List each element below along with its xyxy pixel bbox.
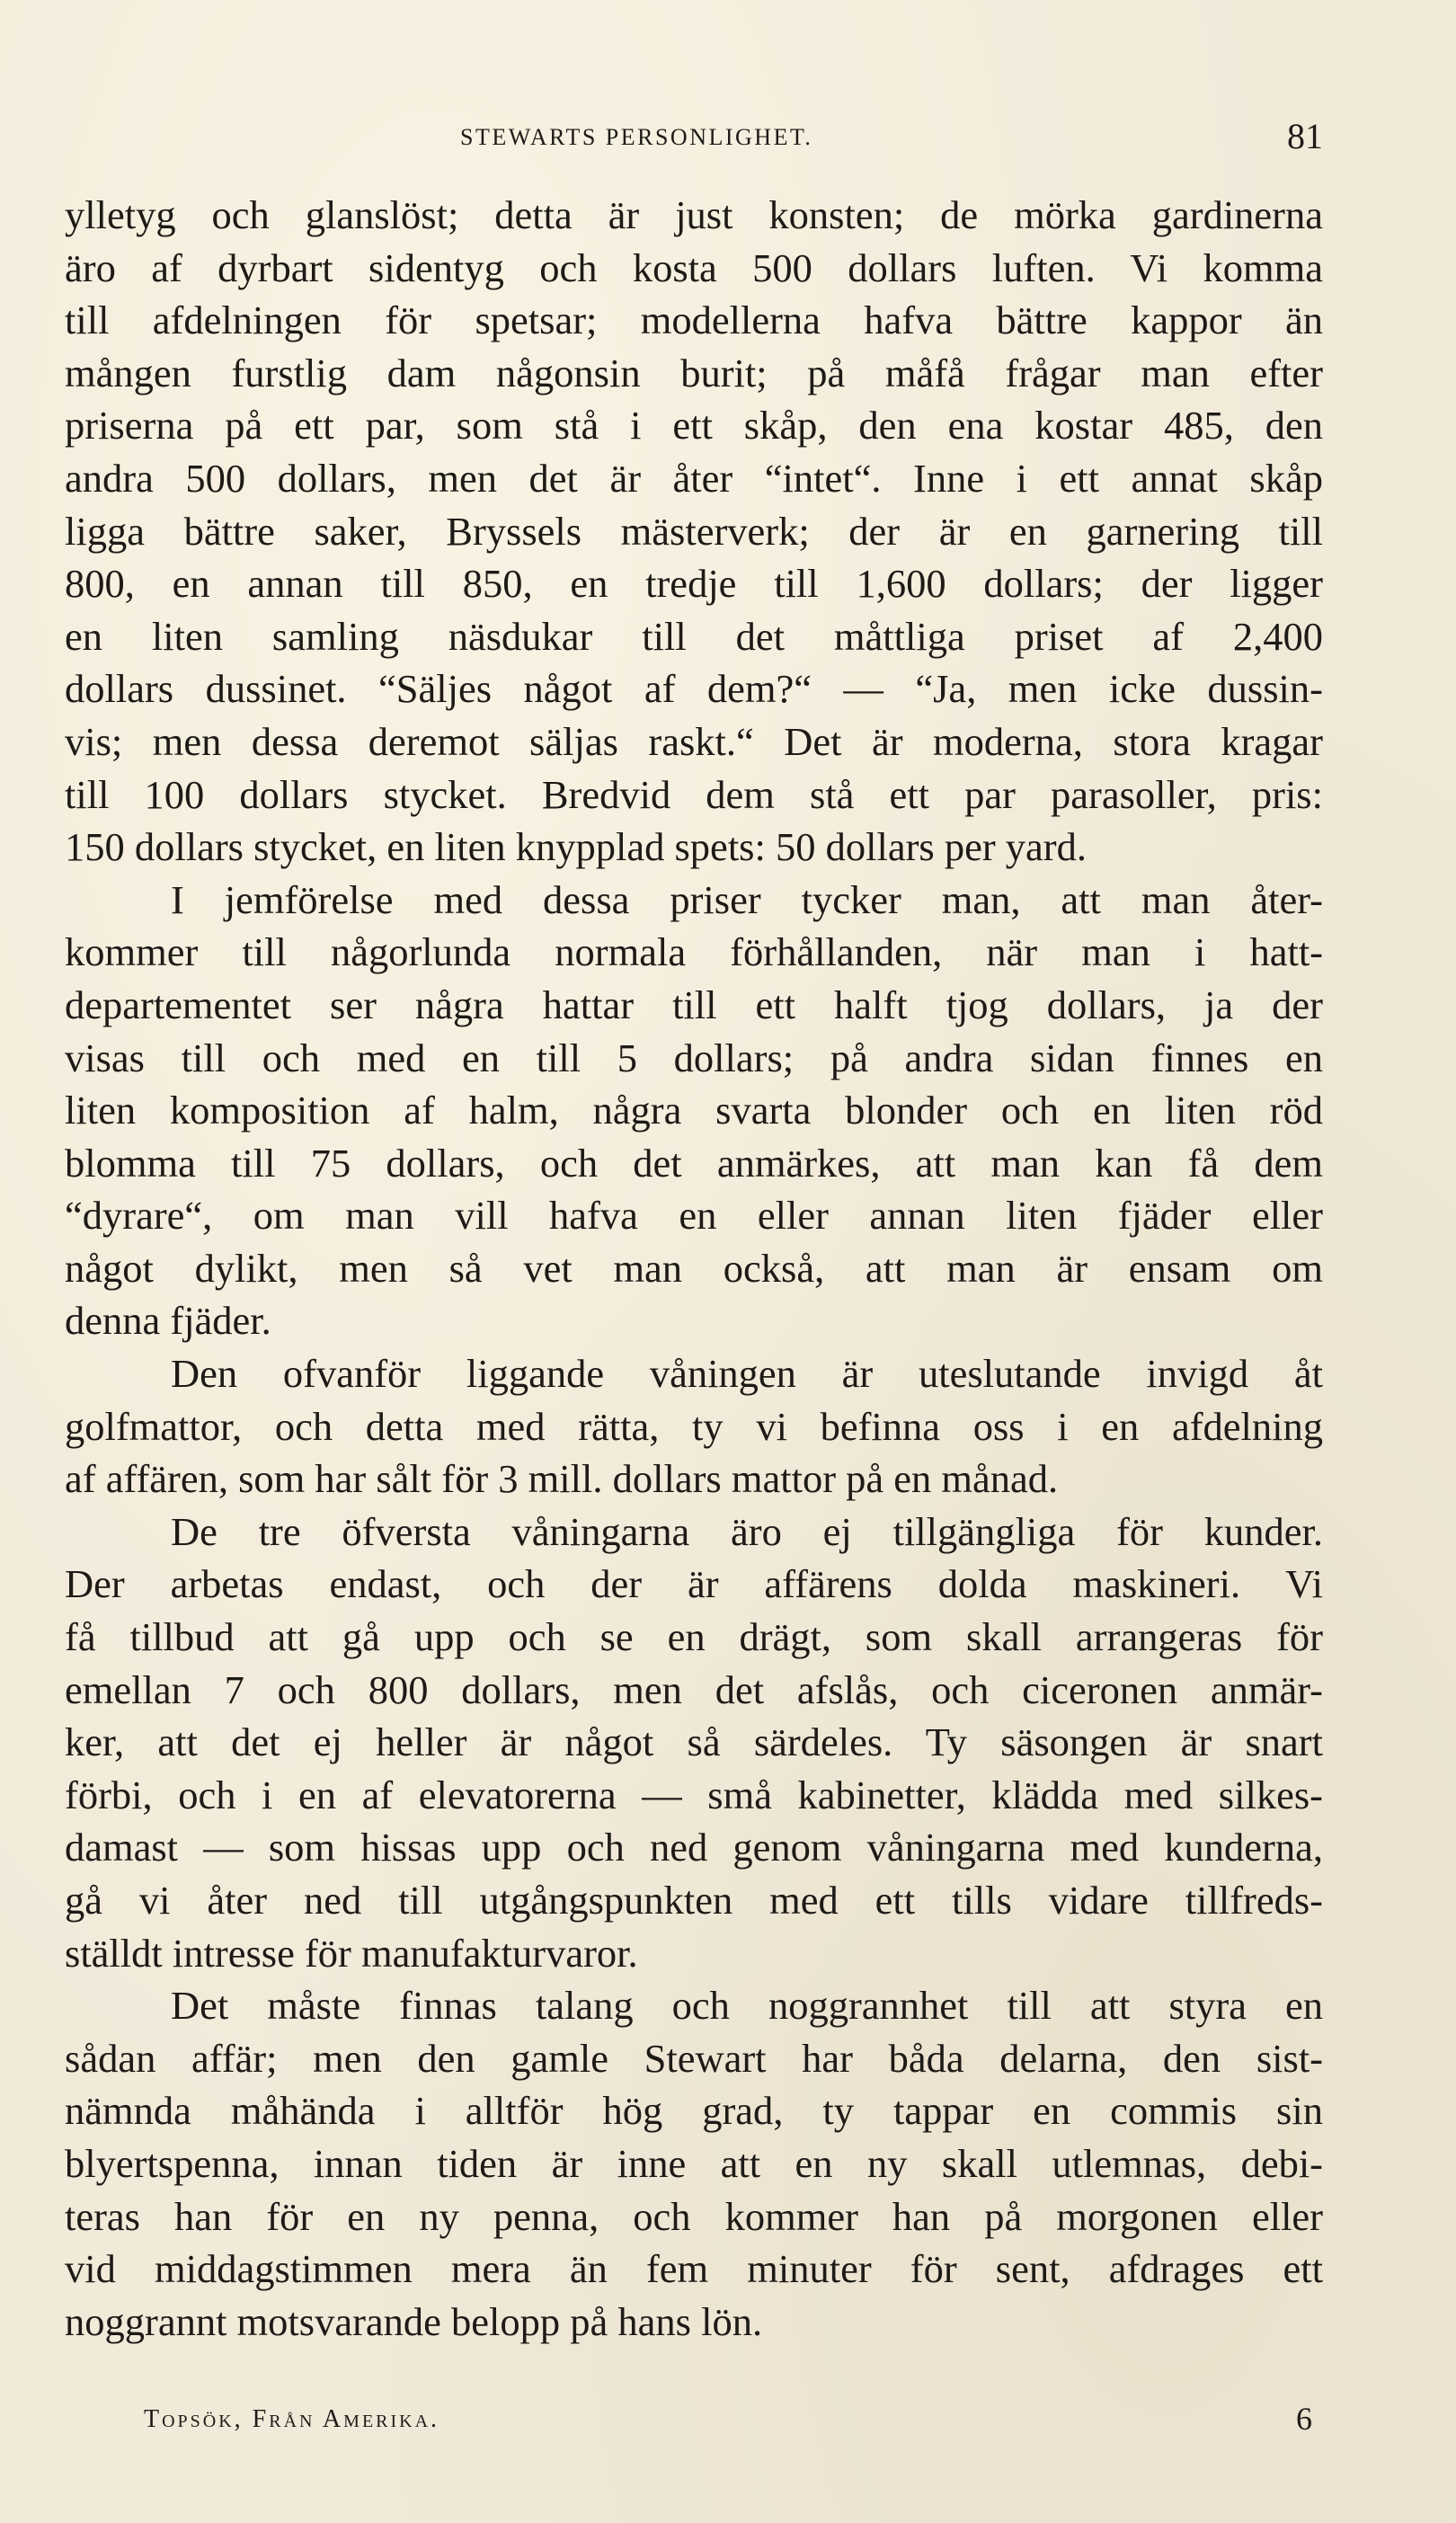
- body-text: [65, 189, 1323, 2348]
- text-line: Den ofvanför liggande våningen är uteslutande invigd åt: [171, 1351, 1323, 1397]
- text-line: emellan 7 och 800 dollars, men det afslås, och ciceronen anmär-: [65, 1666, 1323, 1712]
- sheet-mark: 6: [1296, 2401, 1312, 2437]
- text-line: en liten samling näsdukar till det måttliga priset af 2,400: [65, 613, 1323, 659]
- text-line: departementet ser några hattar till ett halft tjog dollars, ja der: [65, 982, 1323, 1027]
- text-line: visas till och med en till 5 dollars; på andra sidan finnes en: [65, 1035, 1323, 1080]
- text-line: priserna på ett par, som stå i ett skåp, den ena kostar 485, den: [65, 403, 1323, 449]
- running-title: STEWARTS PERSONLIGHET.: [460, 124, 813, 150]
- text-line: mången furstlig dam någonsin burit; på måfå frågar man efter: [65, 350, 1323, 395]
- text-line: ställdt intresse för manufakturvaror.: [65, 1930, 638, 1976]
- text-line: “dyrare“, om man vill hafva en eller annan liten fjäder eller: [65, 1193, 1323, 1239]
- page-number: 81: [1287, 116, 1323, 156]
- text-line: till 100 dollars stycket. Bredvid dem stå ett par parasoller, pris:: [65, 771, 1323, 817]
- text-line: ylletyg och glanslöst; detta är just konsten; de mörka gardinerna: [65, 192, 1323, 237]
- text-line: vis; men dessa deremot säljas raskt.“ Det är moderna, stora kragar: [65, 718, 1323, 764]
- page-footer: [144, 2400, 1312, 2445]
- text-line: andra 500 dollars, men det är åter “intet“. Inne i ett annat skåp: [65, 455, 1323, 501]
- text-line: förbi, och i en af elevatorerna — små kabinetter, klädda med silkes-: [65, 1772, 1323, 1817]
- text-line: De tre öfversta våningarna äro ej tillgängliga för kunder.: [171, 1508, 1323, 1554]
- text-line: blyertspenna, innan tiden är inne att en ny skall utlemnas, debi-: [65, 2140, 1323, 2186]
- signature-line: Topsök, Från Amerika.: [144, 2405, 440, 2433]
- text-line: 800, en annan till 850, en tredje till 1,600 dollars; der ligger: [65, 561, 1323, 607]
- text-line: Det måste finnas talang och noggrannhet till att styra en: [171, 1983, 1323, 2029]
- text-line: något dylikt, men så vet man också, att man är ensam om: [65, 1245, 1323, 1291]
- text-line: 150 dollars stycket, en liten knypplad spets: 50 dollars per yard.: [65, 824, 1087, 870]
- text-line: af affären, som har sålt för 3 mill. dollars mattor på en månad.: [65, 1456, 1059, 1502]
- text-line: vid middagstimmen mera än fem minuter för sent, afdrages ett: [65, 2246, 1323, 2292]
- text-line: damast — som hissas upp och ned genom våningarna med kunderna,: [65, 1825, 1323, 1870]
- text-line: liten komposition af halm, några svarta blonder och en liten röd: [65, 1088, 1323, 1133]
- text-line: till afdelningen för spetsar; modellerna hafva bättre kappor än: [65, 298, 1323, 343]
- text-line: denna fjäder.: [65, 1298, 271, 1344]
- text-line: noggrannt motsvarande belopp på hans lön.: [65, 2298, 763, 2344]
- text-line: gå vi åter ned till utgångspunkten med ett tills vidare tillfreds-: [65, 1878, 1323, 1923]
- text-line: äro af dyrbart sidentyg och kosta 500 dollars luften. Vi komma: [65, 244, 1323, 290]
- text-line: ker, att det ej heller är något så särdeles. Ty säsongen är snart: [65, 1719, 1323, 1765]
- text-line: dollars dussinet. “Säljes något af dem?“ — “Ja, men icke dussin-: [65, 666, 1323, 712]
- text-line: golfmattor, och detta med rätta, ty vi befinna oss i en afdelning: [65, 1403, 1323, 1449]
- text-line: få tillbud att gå upp och se en drägt, som skall arrangeras för: [65, 1614, 1323, 1660]
- running-header: [65, 115, 1323, 169]
- text-line: I jemförelse med dessa priser tycker man, att man åter-: [171, 876, 1323, 922]
- text-line: Der arbetas endast, och der är affärens dolda maskineri. Vi: [65, 1561, 1323, 1607]
- text-line: sådan affär; men den gamle Stewart har båda delarna, den sist-: [65, 2035, 1323, 2081]
- text-line: kommer till någorlunda normala förhållanden, när man i hatt-: [65, 929, 1323, 975]
- text-line: blomma till 75 dollars, och det anmärkes, att man kan få dem: [65, 1140, 1323, 1186]
- text-line: teras han för en ny penna, och kommer han på morgonen eller: [65, 2193, 1323, 2239]
- text-line: nämnda måhända i alltför hög grad, ty tappar en commis sin: [65, 2088, 1323, 2134]
- text-line: ligga bättre saker, Bryssels mästerverk; der är en garnering till: [65, 508, 1323, 554]
